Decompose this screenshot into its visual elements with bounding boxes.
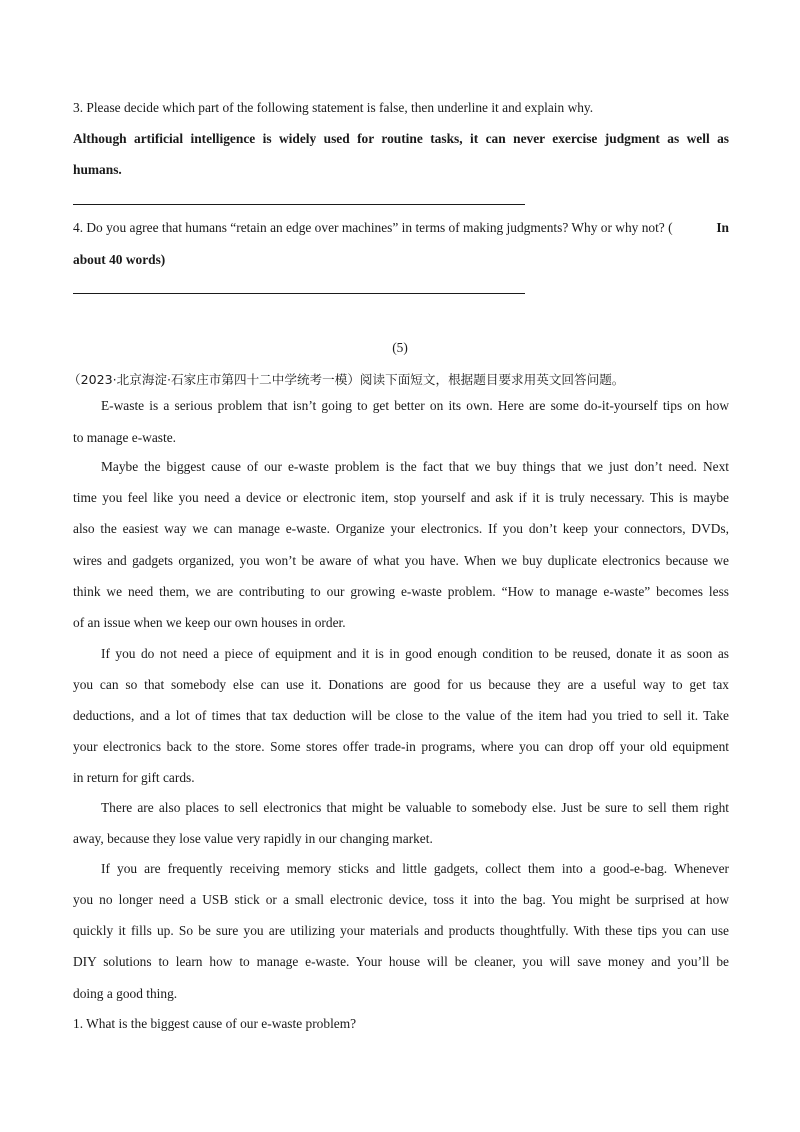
question-3-statement-line-1: Although artificial intelligence is widely used for routine tasks, it can never exercise judgment as well as	[73, 131, 729, 146]
passage-p4-line-2: away, because they lose value very rapidly in our changing market.	[73, 831, 433, 846]
passage-p3-line-1: If you do not need a piece of equipment and it is in good enough condition to be reused, donate it as soon as	[101, 646, 729, 661]
section-number: (5)	[392, 340, 408, 355]
passage-p2-line-5: think we need them, we are contributing to our growing e-waste problem. “How to manage e-waste” becomes less	[73, 584, 729, 599]
question-4-prompt-text: 4. Do you agree that humans “retain an edge over machines” in terms of making judgments? Why or why not? (	[73, 220, 673, 235]
passage-p5-line-3: quickly it fills up. So be sure you are utilizing your materials and products thoughtfully. With these tips you can use	[73, 923, 729, 938]
section-source: （2023·北京海淀·石家庄市第四十二中学统考一模）阅读下面短文，根据题目要求用英文回答问题。	[68, 372, 625, 387]
passage-p2-line-4: wires and gadgets organized, you won’t be aware of what you have. When we buy duplicate electronics because we	[73, 553, 729, 568]
passage-p2-line-6: of an issue when we keep our own houses in order.	[73, 615, 346, 630]
passage-p2-line-2: time you feel like you need a device or electronic item, stop yourself and ask if it is truly necessary. This is maybe	[73, 490, 729, 505]
passage-p5-line-4: DIY solutions to learn how to manage e-waste. Your house will be cleaner, you will save money and you’ll be	[73, 954, 729, 969]
section-question-1: 1. What is the biggest cause of our e-waste problem?	[73, 1016, 357, 1031]
question-4-word-limit-start: In	[716, 220, 729, 235]
passage-p1-line-1: E-waste is a serious problem that isn’t going to get better on its own. Here are some do-it-yourself tips on how	[101, 398, 729, 413]
question-3-prompt: 3. Please decide which part of the following statement is false, then underline it and explain why.	[73, 100, 594, 115]
passage-p2-line-3: also the easiest way we can manage e-waste. Organize your electronics. If you don’t keep your connectors, DVDs,	[73, 521, 729, 536]
passage-p3-line-5: in return for gift cards.	[73, 770, 195, 785]
passage-p3-line-3: deductions, and a lot of times that tax deduction will be close to the value of the item had you tried to sell it. Take	[73, 708, 729, 723]
question-4-prompt-line-2: about 40 words)	[73, 252, 166, 267]
question-3-statement-line-2: humans.	[73, 162, 122, 177]
passage-p3-line-4: your electronics back to the store. Some stores offer trade-in programs, where you can drop off your old equipment	[73, 739, 729, 754]
answer-line-q4[interactable]	[73, 293, 525, 294]
passage-p3-line-2: you can so that somebody else can use it. Donations are good for us because they are a useful way to get tax	[73, 677, 729, 692]
passage-p5-line-1: If you are frequently receiving memory sticks and little gadgets, collect them into a good-e-bag. Whenever	[101, 861, 729, 876]
passage-p5-line-5: doing a good thing.	[73, 986, 178, 1001]
passage-p5-line-2: you no longer need a USB stick or a small electronic device, toss it into the bag. You might be surprised at how	[73, 892, 729, 907]
passage-p2-line-1: Maybe the biggest cause of our e-waste problem is the fact that we buy things that we just don’t need. Next	[101, 459, 729, 474]
passage-p4-line-1: There are also places to sell electronics that might be valuable to somebody else. Just be sure to sell them right	[101, 800, 729, 815]
question-4-prompt-line-1	[73, 220, 729, 236]
answer-line-q3[interactable]	[73, 204, 525, 205]
passage-p1-line-2: to manage e-waste.	[73, 430, 176, 445]
